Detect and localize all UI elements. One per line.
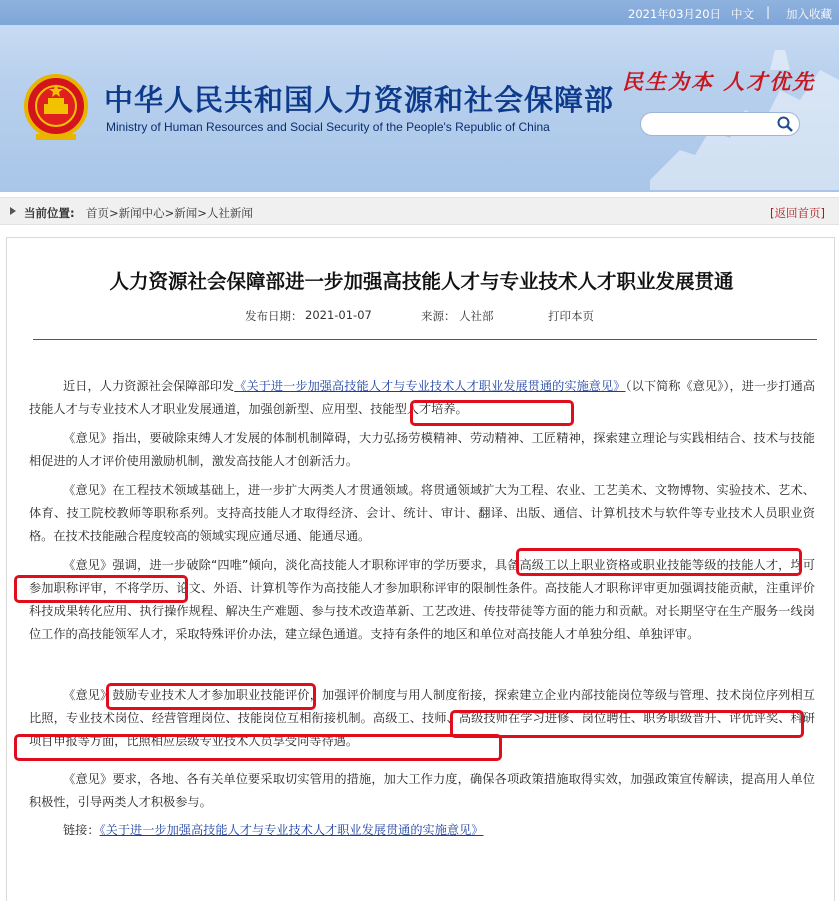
paragraph-5: [29, 684, 815, 753]
paragraph-2-text: 《意见》指出，要破除束缚人才发展的体制机制障碍，大力弘扬劳模精神、劳动精神、工匠精神，探索建立理论与实践相结合、技术与技能相促进的人才评价使用激励机制，激发高技能人才创新活力。: [29, 431, 815, 468]
breadcrumb-path[interactable]: 首页>新闻中心>新闻>人社新闻: [86, 206, 253, 220]
paragraph-4-text: 《意见》强调，进一步破除“四唯”倾向，淡化高技能人才职称评审的学历要求，具备高级工以上职业资格或职业技能等级的技能人才，均可参加职称评审，不将学历、论文、外语、计算机等作为高技能人才参加职称评审的限制性条件。高技能人才职称评审更加强调技能贡献，注重评价科技成果转化应用、执行操作规程、解决生产难题、参与技术改造革新、工艺改进、传技带徒等方面的能力和贡献。对长期坚守在生产服务一线岗位工作的高技能领军人才，采取特殊评价办法，建立绿色通道。支持有条件的地区和单位对高技能人才单独分组、单独评审。: [29, 558, 815, 641]
paragraph-1: [29, 375, 815, 421]
current-date: 2021年03月20日: [628, 7, 722, 21]
publish-date-label: 发布日期：: [245, 309, 303, 323]
paragraph-5-text: 《意见》鼓励专业技术人才参加职业技能评价，加强评价制度与用人制度衔接，探索建立企业内部技能岗位等级与管理、技术岗位序列相互比照，专业技术岗位、经营管理岗位、技能岗位互相衔接机制。高级工、技师、高级技师在学习进修、岗位聘任、职务职级晋升、评优评奖、科研项目申报等方面，比照相应层级专业技术人员享受同等待遇。: [29, 688, 815, 748]
breadcrumb: [0, 197, 839, 225]
topbar-separator: |: [766, 5, 771, 19]
paragraph-3-text: 《意见》在工程技术领域基础上，进一步扩大两类人才贯通领域。将贯通领域扩大为工程、农业、工艺美术、文物博物、实验技术、艺术、体育、技工院校教师等职称系列。支持高技能人才取得经济、会计、统计、审计、翻译、出版、通信、计算机技术与软件等专业技术人员职业资格。在技术技能融合程度较高的领域实现应通尽通、能通尽通。: [29, 483, 815, 543]
top-bar: [0, 0, 839, 25]
search-icon[interactable]: [776, 115, 794, 133]
breadcrumb-arrow-icon: [10, 207, 16, 215]
national-emblem-icon: [20, 72, 92, 144]
add-favorite-link[interactable]: 加入收藏: [786, 7, 832, 21]
chinese-link[interactable]: 中文: [731, 7, 754, 21]
paragraph-2: [29, 427, 815, 473]
policy-document-link[interactable]: 《关于进一步加强高技能人才与专业技术人才职业发展贯通的实施意见》: [234, 379, 626, 393]
ministry-title-cn: 中华人民共和国人力资源和社会保障部: [104, 83, 615, 117]
article-panel: [6, 237, 835, 901]
paragraph-3: [29, 479, 815, 548]
ministry-title-en: Ministry of Human Resources and Social Security of the People's Republic of China: [106, 120, 550, 134]
slogan-calligraphy: 民生为本 人才优先: [622, 69, 816, 94]
policy-attachment-link[interactable]: 《关于进一步加强高技能人才与专业技术人才职业发展贯通的实施意见》: [99, 823, 484, 837]
back-home-link[interactable]: [返回首页]: [770, 206, 825, 220]
print-page-link[interactable]: 打印本页: [548, 309, 594, 323]
great-wall-decoration: [650, 30, 839, 190]
paragraph-1-lead: 近日，人力资源社会保障部印发: [63, 379, 235, 393]
title-divider: [33, 339, 817, 340]
source-label: 来源：: [421, 309, 456, 323]
link-label: 链接：: [63, 823, 100, 837]
publish-date: 2021-01-07: [305, 308, 372, 322]
paragraph-4: [29, 554, 815, 646]
paragraph-1-rest: （以下简称《意见》），进一步打通高技能人才与专业技术人才职业发展通道，加强创新型、应用型、技能型人才培养。: [29, 379, 816, 416]
source-value: 人社部: [459, 309, 494, 323]
paragraph-6-text: 《意见》要求，各地、各有关单位要采取切实管用的措施，加大工作力度，确保各项政策措施取得实效，加强政策宣传解读，提高用人单位积极性，引导两类人才积极参与。: [29, 772, 815, 809]
paragraph-6: [29, 768, 815, 814]
site-header: [0, 0, 839, 192]
breadcrumb-label: 当前位置:: [24, 206, 75, 220]
link-paragraph: [29, 819, 815, 842]
article-title: 人力资源社会保障部进一步加强高技能人才与专业技术人才职业发展贯通: [109, 270, 734, 293]
